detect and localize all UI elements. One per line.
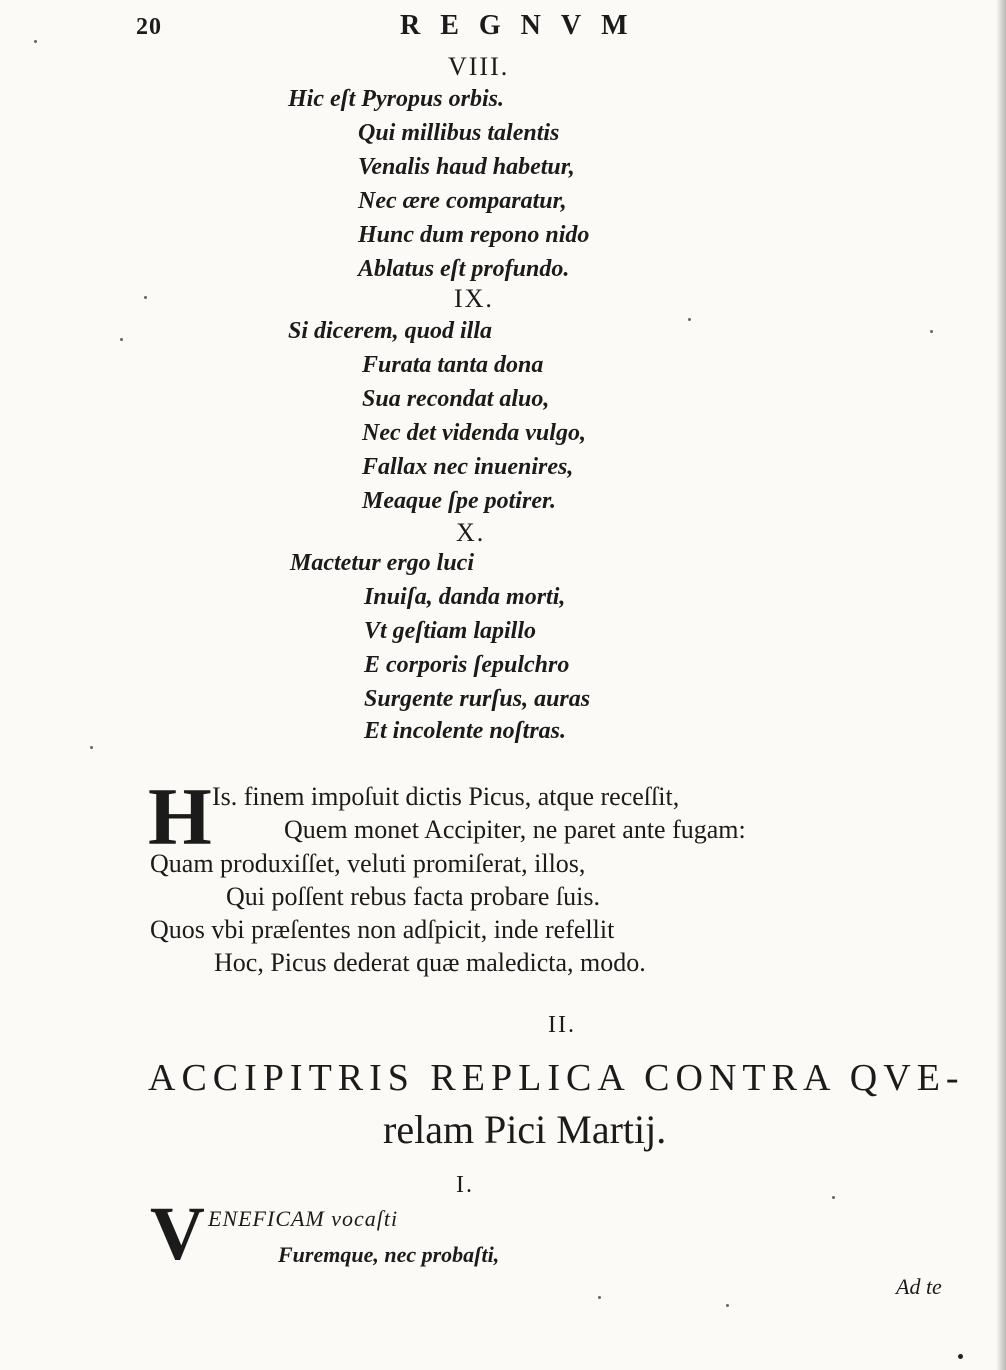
running-head: REGNVM bbox=[400, 10, 648, 41]
poem-line: ENEFICAM vocaſti bbox=[208, 1206, 399, 1231]
chapter-title-line-2: relam Pici Martij. bbox=[383, 1107, 667, 1152]
prose-line: Hoc, Picus dederat quæ maledicta, modo. bbox=[214, 948, 646, 977]
ink-speck bbox=[958, 1354, 963, 1359]
drop-cap-v: V bbox=[150, 1192, 205, 1276]
poem-line: Meaque ſpe potirer. bbox=[362, 488, 556, 514]
ink-speck bbox=[930, 330, 933, 333]
poem-line: Ablatus eſt profundo. bbox=[358, 256, 570, 282]
section-numeral-viii: VIII. bbox=[448, 52, 510, 81]
chapter-number: II. bbox=[548, 1012, 576, 1038]
poem-line: Hic eſt Pyropus orbis. bbox=[288, 86, 504, 112]
poem-line: Si dicerem, quod illa bbox=[288, 318, 492, 344]
prose-line: Quem monet Accipiter, ne paret ante fugam: bbox=[284, 815, 746, 844]
poem-line: Furata tanta dona bbox=[362, 352, 544, 378]
poem-line: Nec det videnda vulgo, bbox=[362, 420, 586, 446]
drop-cap-h: H bbox=[148, 771, 212, 862]
ink-speck bbox=[832, 1196, 835, 1199]
poem-line: Sua recondat aluo, bbox=[362, 386, 550, 412]
ink-speck bbox=[34, 40, 37, 43]
ink-speck bbox=[598, 1296, 601, 1299]
ink-speck bbox=[688, 318, 691, 321]
ink-speck bbox=[90, 746, 93, 749]
section-numeral-ix: IX. bbox=[454, 284, 494, 313]
ink-speck bbox=[726, 1304, 729, 1307]
page-number: 20 bbox=[136, 14, 162, 40]
poem-line: Surgente rurſus, auras bbox=[364, 686, 591, 712]
poem-line: Nec ære comparatur, bbox=[358, 188, 567, 214]
poem-line: Mactetur ergo luci bbox=[290, 550, 474, 576]
chapter-title-line-1: ACCIPITRIS REPLICA CONTRA QVE- bbox=[148, 1057, 965, 1099]
poem-line: Vt geſtiam lapillo bbox=[364, 618, 536, 644]
poem-line: Fallax nec inuenires, bbox=[362, 454, 574, 480]
prose-line: Is. finem impoſuit dictis Picus, atque receſſit, bbox=[212, 782, 680, 811]
section-numeral-i: I. bbox=[456, 1172, 474, 1198]
catchword: Ad te bbox=[896, 1274, 942, 1299]
poem-line: Hunc dum repono nido bbox=[358, 222, 590, 248]
poem-line: Et incolente noſtras. bbox=[364, 718, 567, 744]
ink-speck bbox=[120, 338, 123, 341]
prose-line: Quos vbi præſentes non adſpicit, inde refellit bbox=[150, 915, 615, 944]
poem-line: Qui millibus talentis bbox=[358, 120, 560, 146]
page-edge-shadow bbox=[996, 0, 1006, 1370]
prose-line: Quam produxiſſet, veluti promiſerat, illos, bbox=[150, 849, 586, 878]
poem-line: Furemque, nec probaſti, bbox=[278, 1242, 500, 1267]
poem-line: E corporis ſepulchro bbox=[364, 652, 570, 678]
poem-line: Inuiſa, danda morti, bbox=[364, 584, 566, 610]
poem-line: Venalis haud habetur, bbox=[358, 154, 575, 180]
ink-speck bbox=[144, 296, 147, 299]
prose-line: Qui poſſent rebus facta probare ſuis. bbox=[226, 882, 600, 911]
section-numeral-x: X. bbox=[456, 518, 486, 547]
